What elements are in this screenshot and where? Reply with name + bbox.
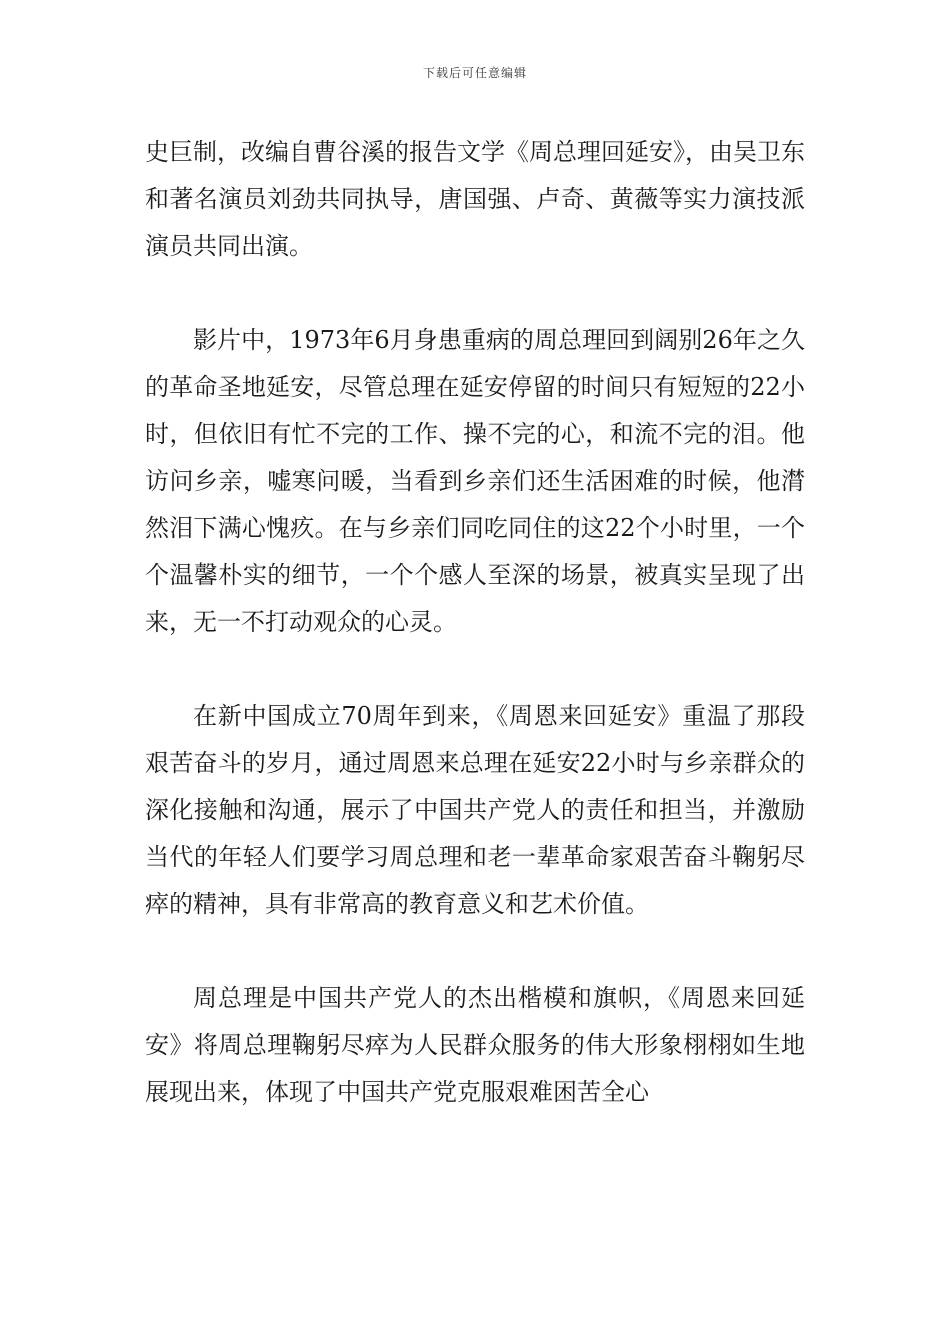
paragraph-1: 史巨制，改编自曹谷溪的报告文学《周总理回延安》，由吴卫东和著名演员刘劲共同执导，唐国强、卢奇、黄薇等实力演技派演员共同出演。 — [145, 138, 805, 260]
document-body — [145, 129, 805, 1163]
paragraph-3: 在新中国成立70周年到来，《周恩来回延安》重温了那段艰苦奋斗的岁月，通过周恩来总理在延安22小时与乡亲群众的深化接触和沟通，展示了中国共产党人的责任和担当，并激励当代的年轻人们要学习周总理和老一辈革命家艰苦奋斗鞠躬尽瘁的精神，具有非常高的教育意义和艺术价值。 — [145, 702, 805, 918]
page-header: 下载后可任意编辑 — [422, 66, 527, 80]
paragraph-4: 周总理是中国共产党人的杰出楷模和旗帜，《周恩来回延安》将周总理鞠躬尽瘁为人民群众服务的伟大形象栩栩如生地展现出来，体现了中国共产党克服艰难困苦全心 — [145, 984, 805, 1106]
paragraph-2: 影片中，1973年6月身患重病的周总理回到阔别26年之久的革命圣地延安，尽管总理在延安停留的时间只有短短的22小时，但依旧有忙不完的工作、操不完的心，和流不完的泪。他访问乡亲，嘘寒问暖，当看到乡亲们还生活困难的时候，他潸然泪下满心愧疚。在与乡亲们同吃同住的这22个小时里，一个个温馨朴实的细节，一个个感人至深的场景，被真实呈现了出来，无一不打动观众的心灵。 — [145, 326, 805, 636]
